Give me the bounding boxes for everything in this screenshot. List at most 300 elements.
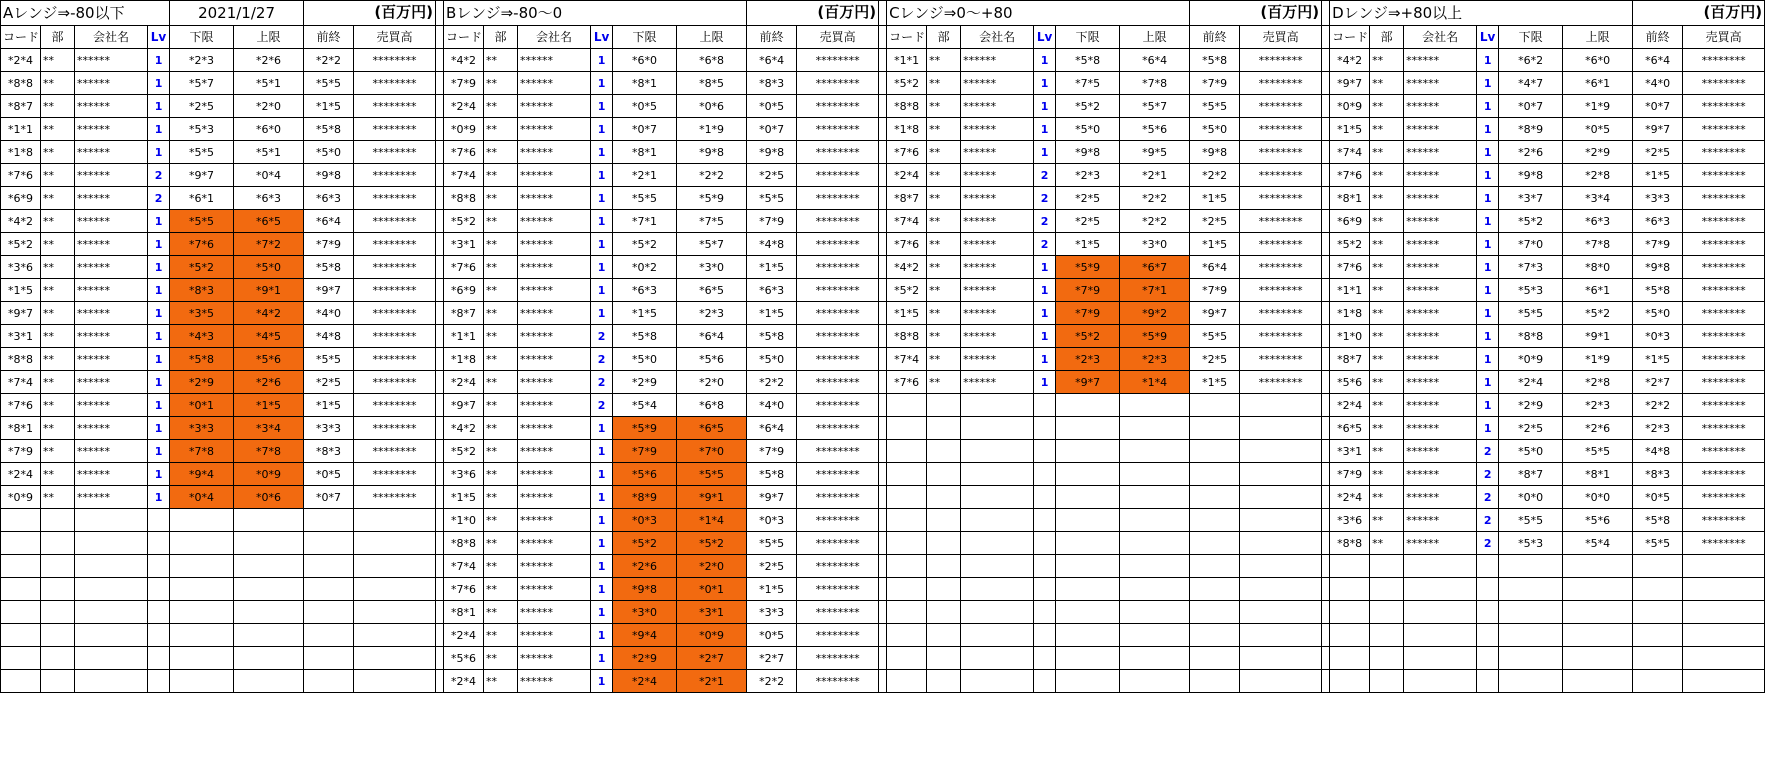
lower-limit-cell: *2*6 [1499,141,1563,164]
column-header: 前終 [1633,26,1683,49]
volume-cell [1683,555,1765,578]
company-cell: ****** [75,394,148,417]
lower-limit-cell: *5*2 [1499,210,1563,233]
lower-limit-cell: *2*9 [613,647,677,670]
company-cell: ****** [75,486,148,509]
dept-cell: ** [484,187,518,210]
code-cell: *8*8 [1,72,41,95]
column-gap [1322,256,1330,279]
report-date: 2021/1/27 [170,1,304,26]
prev-close-cell [1190,624,1240,647]
dept-cell: ** [1370,187,1404,210]
volume-cell: ******** [354,348,436,371]
unit-label: (百万円) [1190,1,1322,26]
lv-cell: 1 [591,95,613,118]
company-cell [961,670,1034,693]
dept-cell: ** [484,210,518,233]
code-cell: *1*5 [1,279,41,302]
dept-cell: ** [41,417,75,440]
volume-cell: ******** [354,394,436,417]
lower-limit-cell: *8*3 [170,279,234,302]
dept-cell: ** [927,348,961,371]
lv-cell: 1 [591,601,613,624]
volume-cell: ******** [1240,141,1322,164]
volume-cell: ******** [797,440,879,463]
prev-close-cell: *5*8 [1633,509,1683,532]
code-cell: *2*4 [444,624,484,647]
dept-cell: ** [484,647,518,670]
upper-limit-cell: *0*9 [677,624,747,647]
dept-cell [1370,624,1404,647]
company-cell: ****** [961,72,1034,95]
code-cell: *8*8 [887,95,927,118]
company-cell: ****** [518,440,591,463]
lv-cell: 2 [1034,210,1056,233]
upper-limit-cell: *7*1 [1120,279,1190,302]
upper-limit-cell: *5*9 [1120,325,1190,348]
column-header: 上限 [234,26,304,49]
upper-limit-cell: *2*3 [677,302,747,325]
lower-limit-cell: *5*2 [170,256,234,279]
lv-cell [1034,601,1056,624]
table-row [1,624,1765,647]
company-cell [961,647,1034,670]
upper-limit-cell [1563,670,1633,693]
code-cell: *1*5 [444,486,484,509]
upper-limit-cell: *6*3 [234,187,304,210]
dept-cell: ** [1370,302,1404,325]
company-cell: ****** [961,187,1034,210]
column-gap [879,348,887,371]
lv-cell: 1 [1477,279,1499,302]
code-cell [887,601,927,624]
upper-limit-cell: *1*4 [677,509,747,532]
lower-limit-cell: *0*7 [613,118,677,141]
volume-cell: ******** [797,601,879,624]
company-cell: ****** [961,118,1034,141]
code-cell: *7*9 [1,440,41,463]
lv-cell: 1 [591,72,613,95]
company-cell: ****** [518,624,591,647]
dept-cell: ** [484,670,518,693]
dept-cell: ** [41,325,75,348]
prev-close-cell: *6*4 [747,417,797,440]
unit-label: (百万円) [747,1,879,26]
prev-close-cell: *9*8 [747,141,797,164]
lv-cell: 1 [591,118,613,141]
column-gap [879,670,887,693]
code-cell: *2*4 [1330,394,1370,417]
range-title: Aレンジ⇒-80以下 [1,1,170,26]
prev-close-cell: *6*4 [747,49,797,72]
volume-cell: ******** [797,256,879,279]
volume-cell [354,509,436,532]
company-cell: ****** [1404,348,1477,371]
upper-limit-cell [234,624,304,647]
dept-cell [41,532,75,555]
code-cell: *8*1 [1330,187,1370,210]
upper-limit-cell: *1*9 [1563,95,1633,118]
column-gap [436,532,444,555]
prev-close-cell: *9*7 [747,486,797,509]
prev-close-cell: *5*0 [747,348,797,371]
code-cell: *5*2 [887,72,927,95]
dept-cell [927,578,961,601]
table-row [1,187,1765,210]
upper-limit-cell: *5*6 [234,348,304,371]
prev-close-cell: *2*3 [1633,417,1683,440]
upper-limit-cell: *9*5 [1120,141,1190,164]
column-gap [879,647,887,670]
lower-limit-cell: *5*2 [1056,95,1120,118]
lv-cell: 1 [148,325,170,348]
upper-limit-cell [1563,647,1633,670]
upper-limit-cell: *9*1 [234,279,304,302]
prev-close-cell: *5*5 [1633,532,1683,555]
upper-limit-cell: *7*8 [1563,233,1633,256]
prev-close-cell: *1*5 [304,394,354,417]
lower-limit-cell: *0*9 [1499,348,1563,371]
table-row [1,647,1765,670]
lower-limit-cell: *5*5 [613,187,677,210]
code-cell: *1*8 [1,141,41,164]
lower-limit-cell: *5*8 [1056,49,1120,72]
volume-cell [1240,417,1322,440]
company-cell: ****** [518,118,591,141]
upper-limit-cell: *7*8 [1120,72,1190,95]
company-cell [75,624,148,647]
dept-cell: ** [484,49,518,72]
code-cell: *7*6 [444,256,484,279]
column-gap [879,256,887,279]
table-row [1,210,1765,233]
prev-close-cell [304,532,354,555]
lv-cell: 1 [1034,325,1056,348]
lower-limit-cell [1056,486,1120,509]
lv-cell: 1 [1477,118,1499,141]
lower-limit-cell: *5*5 [170,141,234,164]
company-cell: ****** [961,164,1034,187]
lv-cell: 1 [148,440,170,463]
column-gap [436,647,444,670]
upper-limit-cell: *5*6 [1563,509,1633,532]
lv-cell: 1 [591,486,613,509]
prev-close-cell: *0*7 [747,118,797,141]
column-gap [436,302,444,325]
lower-limit-cell: *3*0 [613,601,677,624]
volume-cell [1240,578,1322,601]
lower-limit-cell: *9*8 [613,578,677,601]
volume-cell: ******** [354,256,436,279]
lower-limit-cell: *7*9 [1056,279,1120,302]
volume-cell: ******** [797,95,879,118]
code-cell: *8*7 [1,95,41,118]
table-row [1,509,1765,532]
code-cell: *6*5 [1330,417,1370,440]
column-gap [436,624,444,647]
volume-cell: ******** [797,670,879,693]
volume-cell: ******** [354,302,436,325]
dept-cell: ** [1370,486,1404,509]
code-cell: *6*9 [1,187,41,210]
dept-cell: ** [484,555,518,578]
lv-cell: 1 [148,210,170,233]
volume-cell: ******** [1683,417,1765,440]
column-gap [1322,118,1330,141]
prev-close-cell: *0*7 [304,486,354,509]
lower-limit-cell: *9*8 [1056,141,1120,164]
dept-cell: ** [484,394,518,417]
code-cell [887,509,927,532]
lower-limit-cell: *5*7 [170,72,234,95]
prev-close-cell: *5*5 [304,348,354,371]
code-cell [1,555,41,578]
code-cell: *5*6 [444,647,484,670]
lv-cell: 1 [591,670,613,693]
volume-cell: ******** [797,463,879,486]
lv-cell: 2 [148,187,170,210]
dept-cell [1370,578,1404,601]
dept-cell: ** [927,72,961,95]
volume-cell: ******** [1240,164,1322,187]
column-gap [436,118,444,141]
lv-cell: 1 [148,95,170,118]
dept-cell: ** [927,118,961,141]
dept-cell: ** [41,348,75,371]
prev-close-cell: *1*5 [304,95,354,118]
prev-close-cell: *2*2 [304,49,354,72]
lv-cell: 1 [591,417,613,440]
prev-close-cell: *9*8 [1190,141,1240,164]
column-header: 上限 [1563,26,1633,49]
upper-limit-cell [234,509,304,532]
upper-limit-cell: *7*0 [677,440,747,463]
dept-cell: ** [927,95,961,118]
prev-close-cell: *8*3 [304,440,354,463]
lv-cell: 2 [591,371,613,394]
dept-cell [927,417,961,440]
column-gap [436,463,444,486]
lower-limit-cell: *5*8 [613,325,677,348]
lower-limit-cell: *0*7 [1499,95,1563,118]
prev-close-cell: *1*5 [1633,348,1683,371]
dept-cell: ** [1370,210,1404,233]
volume-cell: ******** [1683,95,1765,118]
code-cell [887,417,927,440]
company-cell [75,509,148,532]
code-cell: *7*6 [887,233,927,256]
prev-close-cell: *9*7 [1190,302,1240,325]
company-cell [961,486,1034,509]
upper-limit-cell: *8*5 [677,72,747,95]
volume-cell: ******** [797,555,879,578]
lower-limit-cell: *1*5 [1056,233,1120,256]
volume-cell: ******** [1683,233,1765,256]
code-cell [1330,601,1370,624]
lv-cell: 1 [1477,210,1499,233]
column-gap [879,302,887,325]
lv-cell: 1 [1034,72,1056,95]
code-cell: *8*7 [887,187,927,210]
prev-close-cell [1190,417,1240,440]
lv-cell: 1 [591,440,613,463]
column-gap [879,417,887,440]
company-cell: ****** [75,348,148,371]
upper-limit-cell: *6*5 [677,417,747,440]
company-cell [961,509,1034,532]
dept-cell: ** [927,302,961,325]
prev-close-cell: *5*0 [1190,118,1240,141]
table-row [1,394,1765,417]
lower-limit-cell: *2*5 [1056,210,1120,233]
dept-cell: ** [484,95,518,118]
lower-limit-cell: *5*0 [613,348,677,371]
volume-cell: ******** [1683,371,1765,394]
dept-cell: ** [41,279,75,302]
company-cell: ****** [518,463,591,486]
lv-cell [1034,578,1056,601]
company-cell: ****** [1404,279,1477,302]
lower-limit-cell [1499,624,1563,647]
lv-cell [1034,463,1056,486]
column-gap [879,72,887,95]
code-cell: *8*7 [444,302,484,325]
code-cell: *2*4 [887,164,927,187]
column-header: 会社名 [518,26,591,49]
lower-limit-cell: *2*9 [1499,394,1563,417]
upper-limit-cell [1120,463,1190,486]
column-header: 会社名 [1404,26,1477,49]
prev-close-cell: *0*5 [747,95,797,118]
company-cell [961,532,1034,555]
volume-cell: ******** [1240,72,1322,95]
code-cell: *7*9 [1330,463,1370,486]
code-cell [887,670,927,693]
prev-close-cell: *7*9 [747,210,797,233]
dept-cell [41,555,75,578]
lower-limit-cell: *3*7 [1499,187,1563,210]
company-cell: ****** [1404,394,1477,417]
column-gap [879,532,887,555]
code-cell: *3*1 [1,325,41,348]
prev-close-cell: *3*3 [1633,187,1683,210]
lower-limit-cell [1499,647,1563,670]
column-header: 部 [927,26,961,49]
prev-close-cell: *4*8 [1633,440,1683,463]
lower-limit-cell [1499,578,1563,601]
volume-cell: ******** [354,440,436,463]
table-row [1,440,1765,463]
column-gap [879,601,887,624]
upper-limit-cell: *2*2 [1120,187,1190,210]
upper-limit-cell: *2*1 [677,670,747,693]
lower-limit-cell [170,670,234,693]
lower-limit-cell: *2*9 [170,371,234,394]
dept-cell: ** [41,394,75,417]
code-cell: *4*2 [444,417,484,440]
lower-limit-cell: *2*4 [613,670,677,693]
prev-close-cell: *4*0 [747,394,797,417]
volume-cell: ******** [1240,210,1322,233]
volume-cell [1240,601,1322,624]
column-gap [879,578,887,601]
lv-cell: 1 [148,72,170,95]
code-cell [1330,555,1370,578]
column-gap [1322,26,1330,49]
code-cell: *1*1 [887,49,927,72]
volume-cell: ******** [797,118,879,141]
code-cell [1,670,41,693]
company-cell: ****** [1404,187,1477,210]
prev-close-cell: *9*8 [1633,256,1683,279]
dept-cell: ** [41,302,75,325]
prev-close-cell: *5*5 [1190,325,1240,348]
lv-cell: 1 [1034,348,1056,371]
column-gap [1322,578,1330,601]
code-cell [887,440,927,463]
lower-limit-cell: *2*5 [1056,187,1120,210]
table-row [1,164,1765,187]
lower-limit-cell: *0*4 [170,486,234,509]
column-header: Lv [1034,26,1056,49]
company-cell: ****** [518,256,591,279]
lower-limit-cell [1056,601,1120,624]
company-cell: ****** [961,279,1034,302]
prev-close-cell: *0*3 [747,509,797,532]
lower-limit-cell: *2*3 [170,49,234,72]
lower-limit-cell: *4*3 [170,325,234,348]
volume-cell: ******** [354,187,436,210]
dept-cell: ** [927,279,961,302]
prev-close-cell: *1*5 [747,256,797,279]
dept-cell: ** [41,233,75,256]
volume-cell: ******** [1683,486,1765,509]
code-cell: *8*8 [1,348,41,371]
code-cell [887,624,927,647]
table-row [1,95,1765,118]
company-cell: ****** [1404,509,1477,532]
company-cell [961,394,1034,417]
range-title: Dレンジ⇒+80以上 [1330,1,1633,26]
table-row [1,601,1765,624]
lower-limit-cell: *7*6 [170,233,234,256]
table-row [1,670,1765,693]
code-cell: *2*4 [444,371,484,394]
dept-cell: ** [1370,532,1404,555]
dept-cell [927,463,961,486]
column-header: 部 [41,26,75,49]
code-cell: *8*8 [887,325,927,348]
upper-limit-cell [234,670,304,693]
lower-limit-cell [170,555,234,578]
prev-close-cell: *7*9 [1190,72,1240,95]
volume-cell: ******** [1683,72,1765,95]
code-cell [1,578,41,601]
column-gap [1322,49,1330,72]
upper-limit-cell: *7*8 [234,440,304,463]
column-gap [436,279,444,302]
lower-limit-cell: *8*9 [1499,118,1563,141]
dept-cell: ** [1370,49,1404,72]
table-row [1,348,1765,371]
company-cell: ****** [518,187,591,210]
lower-limit-cell: *4*7 [1499,72,1563,95]
volume-cell: ******** [354,325,436,348]
dept-cell: ** [484,279,518,302]
lv-cell [148,555,170,578]
volume-cell: ******** [1240,49,1322,72]
dept-cell: ** [41,210,75,233]
